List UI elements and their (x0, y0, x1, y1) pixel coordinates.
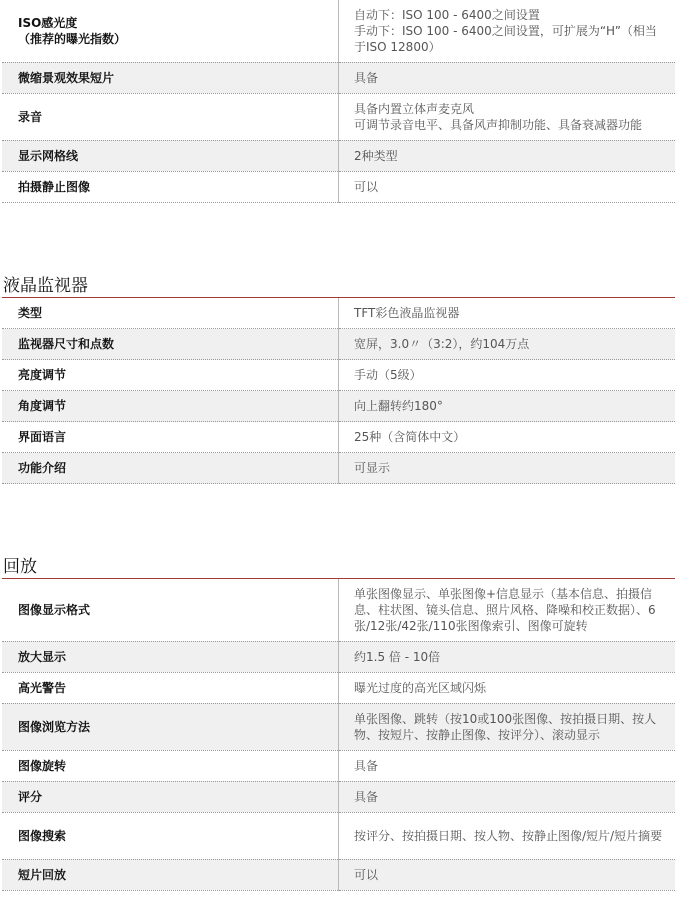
spec-value: 约1.5 倍 - 10倍 (354, 649, 441, 664)
table-row (2, 93, 675, 140)
spec-value: 可以 (354, 867, 379, 882)
spec-value: 按评分、按拍摄日期、按人物、按静止图像/短片/短片摘要 (354, 828, 663, 843)
spec-value: 手动（5级） (354, 368, 422, 382)
spec-label: ISO感光度 （推荐的曝光指数） (2, 0, 339, 62)
spec-value: 宽屏，3.0〃（3:2），约104万点 (354, 337, 530, 351)
table-row (2, 453, 675, 484)
spec-table-playback (2, 579, 675, 891)
spec-value: 具备内置立体声麦克风 可调节录音电平、具备风声抑制功能、具备衰减器功能 (354, 101, 643, 132)
table-row (2, 62, 675, 93)
spec-label: 监视器尺寸和点数 (2, 329, 339, 360)
spec-table-lcd (2, 298, 675, 485)
table-row (2, 422, 675, 453)
spec-value: 25种（含简体中文） (354, 430, 466, 444)
spec-value: 可显示 (354, 461, 391, 475)
spec-value: 曝光过度的高光区域闪烁 (354, 680, 487, 695)
spec-value: 具备 (354, 70, 379, 85)
spec-table-shooting (2, 0, 675, 203)
spec-value: 2种类型 (354, 148, 398, 163)
spec-value: 向上翻转约180° (354, 399, 443, 413)
table-row (2, 641, 675, 672)
spec-label: 录音 (2, 93, 339, 140)
table-row (2, 360, 675, 391)
spec-label: 类型 (2, 298, 339, 329)
spec-value: 单张图像、跳转（按10或100张图像、按拍摄日期、按人物、按短片、按静止图像、按评分）、滚动显示 (354, 711, 657, 742)
spec-label: 界面语言 (2, 422, 339, 453)
spec-value: 具备 (354, 758, 379, 773)
spec-value: 单张图像显示、单张图像+信息显示（基本信息、拍摄信息、柱状图、镜头信息、照片风格、降噪和校正数据）、6张/12张/42张/110张图像索引、图像可旋转 (354, 586, 656, 633)
spec-value: 自动下：ISO 100 - 6400之间设置 手动下：ISO 100 - 6400之间设置，可扩展为“H”（相当于ISO 12800） (354, 7, 657, 54)
spec-label: 亮度调节 (2, 360, 339, 391)
table-row (2, 703, 675, 750)
spec-label: 图像显示格式 (2, 579, 339, 641)
spec-value: 具备 (354, 789, 379, 804)
table-row (2, 750, 675, 781)
spec-label: 高光警告 (2, 672, 339, 703)
spec-value: TFT彩色液晶监视器 (354, 305, 460, 320)
spec-label: 图像搜索 (2, 812, 339, 859)
table-row (2, 171, 675, 202)
table-row (2, 781, 675, 812)
spec-label: 短片回放 (2, 859, 339, 890)
table-row (2, 391, 675, 422)
spec-label: 角度调节 (2, 391, 339, 422)
spec-value: 可以 (354, 179, 379, 194)
section-title-playback: 回放 (3, 557, 37, 577)
table-row (2, 579, 675, 641)
table-row (2, 329, 675, 360)
table-row (2, 0, 675, 62)
spec-label: 图像浏览方法 (2, 703, 339, 750)
table-row (2, 859, 675, 890)
spec-label: 微缩景观效果短片 (2, 62, 339, 93)
spec-label: 图像旋转 (2, 750, 339, 781)
table-row (2, 812, 675, 859)
spec-label: 放大显示 (2, 641, 339, 672)
table-row (2, 298, 675, 329)
spec-label: 拍摄静止图像 (2, 171, 339, 202)
spec-label: 评分 (2, 781, 339, 812)
table-row (2, 140, 675, 171)
spec-label: 显示网格线 (2, 140, 339, 171)
table-row (2, 672, 675, 703)
section-title-lcd: 液晶监视器 (3, 275, 88, 296)
spec-label: 功能介绍 (2, 453, 339, 484)
